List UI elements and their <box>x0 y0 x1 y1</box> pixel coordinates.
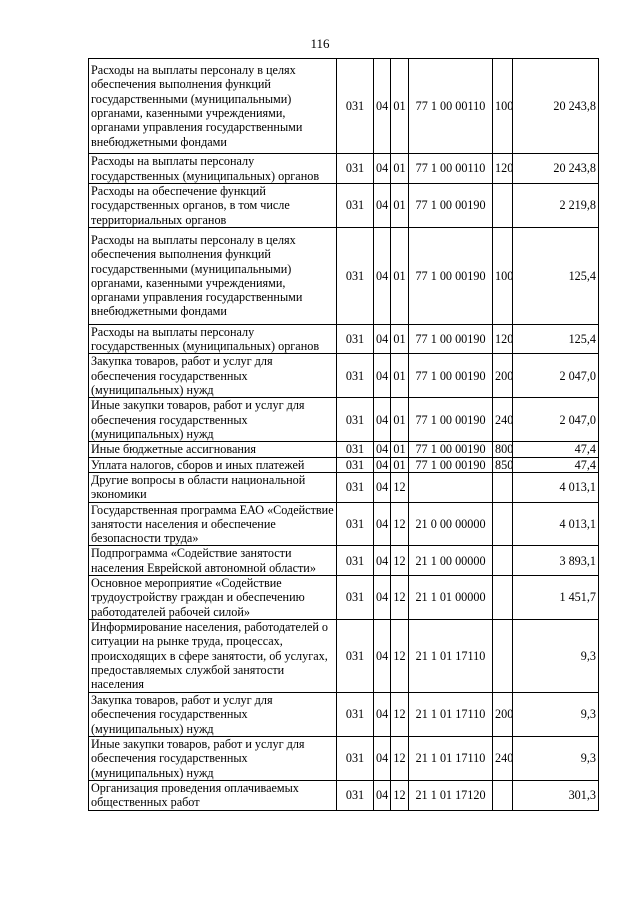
ministry-code-cell: 031 <box>337 457 374 472</box>
expense-name-cell: Закупка товаров, работ и услуг для обеспечения государственных (муниципальных) нужд <box>89 354 337 398</box>
amount-cell: 2 219,8 <box>513 184 599 228</box>
target-article-code-cell: 77 1 00 00110 <box>409 154 493 184</box>
table-row <box>89 472 599 502</box>
ministry-code-cell: 031 <box>337 324 374 354</box>
expense-name-cell: Организация проведения оплачиваемых общественных работ <box>89 780 337 810</box>
table-row <box>89 324 599 354</box>
subsection-code-cell: 01 <box>391 354 409 398</box>
target-article-code-cell: 21 1 01 17120 <box>409 780 493 810</box>
target-article-code-cell: 77 1 00 00190 <box>409 324 493 354</box>
section-code-cell: 04 <box>374 154 391 184</box>
subsection-code-cell: 12 <box>391 502 409 546</box>
page-number: 116 <box>310 36 330 51</box>
subsection-code-cell: 01 <box>391 398 409 442</box>
expense-type-code-cell: 120 <box>493 324 513 354</box>
table-row <box>89 457 599 472</box>
expense-name-cell: Расходы на выплаты персоналу государственных (муниципальных) органов <box>89 154 337 184</box>
section-code-cell: 04 <box>374 442 391 457</box>
target-article-code-cell: 21 0 00 00000 <box>409 502 493 546</box>
table-row <box>89 780 599 810</box>
section-code-cell: 04 <box>374 457 391 472</box>
table-row <box>89 442 599 457</box>
subsection-code-cell: 01 <box>391 324 409 354</box>
section-code-cell: 04 <box>374 227 391 324</box>
expense-name-cell: Государственная программа ЕАО «Содействие занятости населения и обеспечение безопасности труда» <box>89 502 337 546</box>
expense-type-code-cell: 200 <box>493 354 513 398</box>
table-row <box>89 398 599 442</box>
table-row <box>89 354 599 398</box>
amount-cell: 4 013,1 <box>513 502 599 546</box>
expense-type-code-cell: 120 <box>493 154 513 184</box>
table-row <box>89 736 599 780</box>
budget-table <box>88 58 599 811</box>
target-article-code-cell: 77 1 00 00190 <box>409 442 493 457</box>
subsection-code-cell: 01 <box>391 59 409 154</box>
section-code-cell: 04 <box>374 354 391 398</box>
subsection-code-cell: 12 <box>391 546 409 576</box>
amount-cell: 9,3 <box>513 619 599 692</box>
amount-cell: 1 451,7 <box>513 576 599 620</box>
subsection-code-cell: 12 <box>391 472 409 502</box>
ministry-code-cell: 031 <box>337 227 374 324</box>
ministry-code-cell: 031 <box>337 780 374 810</box>
ministry-code-cell: 031 <box>337 184 374 228</box>
amount-cell: 125,4 <box>513 324 599 354</box>
target-article-code-cell: 21 1 01 00000 <box>409 576 493 620</box>
target-article-code-cell: 21 1 01 17110 <box>409 692 493 736</box>
ministry-code-cell: 031 <box>337 398 374 442</box>
ministry-code-cell: 031 <box>337 546 374 576</box>
amount-cell: 9,3 <box>513 692 599 736</box>
section-code-cell: 04 <box>374 472 391 502</box>
expense-type-code-cell <box>493 576 513 620</box>
target-article-code-cell: 77 1 00 00190 <box>409 354 493 398</box>
amount-cell: 9,3 <box>513 736 599 780</box>
section-code-cell: 04 <box>374 546 391 576</box>
section-code-cell: 04 <box>374 780 391 810</box>
table-row <box>89 502 599 546</box>
section-code-cell: 04 <box>374 736 391 780</box>
subsection-code-cell: 12 <box>391 736 409 780</box>
ministry-code-cell: 031 <box>337 736 374 780</box>
ministry-code-cell: 031 <box>337 576 374 620</box>
target-article-code-cell: 21 1 00 00000 <box>409 546 493 576</box>
ministry-code-cell: 031 <box>337 692 374 736</box>
subsection-code-cell: 01 <box>391 227 409 324</box>
expense-name-cell: Основное мероприятие «Содействие трудоустройству граждан и обеспечению работодателей рабочей силой» <box>89 576 337 620</box>
section-code-cell: 04 <box>374 324 391 354</box>
target-article-code-cell <box>409 472 493 502</box>
expense-type-code-cell: 240 <box>493 398 513 442</box>
subsection-code-cell: 12 <box>391 619 409 692</box>
ministry-code-cell: 031 <box>337 354 374 398</box>
table-row <box>89 619 599 692</box>
expense-name-cell: Иные закупки товаров, работ и услуг для обеспечения государственных (муниципальных) нужд <box>89 398 337 442</box>
expense-name-cell: Расходы на выплаты персоналу в целях обеспечения выполнения функций государственными (муниципальными) органами, казенными учреждениями, органами управления государственными внебюджетными фондами <box>89 227 337 324</box>
expense-name-cell: Иные закупки товаров, работ и услуг для обеспечения государственных (муниципальных) нужд <box>89 736 337 780</box>
amount-cell: 4 013,1 <box>513 472 599 502</box>
section-code-cell: 04 <box>374 398 391 442</box>
expense-name-cell: Расходы на выплаты персоналу государственных (муниципальных) органов <box>89 324 337 354</box>
expense-type-code-cell: 200 <box>493 692 513 736</box>
ministry-code-cell: 031 <box>337 442 374 457</box>
section-code-cell: 04 <box>374 692 391 736</box>
section-code-cell: 04 <box>374 619 391 692</box>
subsection-code-cell: 12 <box>391 692 409 736</box>
expense-name-cell: Информирование населения, работодателей о ситуации на рынке труда, процессах, происходящих в сфере занятости, об услугах, предоставляемых службой занятости населения <box>89 619 337 692</box>
target-article-code-cell: 21 1 01 17110 <box>409 736 493 780</box>
amount-cell: 20 243,8 <box>513 59 599 154</box>
target-article-code-cell: 77 1 00 00190 <box>409 184 493 228</box>
amount-cell: 47,4 <box>513 457 599 472</box>
table-row <box>89 692 599 736</box>
amount-cell: 301,3 <box>513 780 599 810</box>
amount-cell: 20 243,8 <box>513 154 599 184</box>
target-article-code-cell: 77 1 00 00190 <box>409 227 493 324</box>
amount-cell: 47,4 <box>513 442 599 457</box>
expense-type-code-cell: 850 <box>493 457 513 472</box>
ministry-code-cell: 031 <box>337 502 374 546</box>
amount-cell: 2 047,0 <box>513 354 599 398</box>
section-code-cell: 04 <box>374 59 391 154</box>
expense-type-code-cell <box>493 780 513 810</box>
expense-name-cell: Расходы на обеспечение функций государственных органов, в том числе территориальных органов <box>89 184 337 228</box>
expense-type-code-cell <box>493 619 513 692</box>
table-row <box>89 546 599 576</box>
subsection-code-cell: 01 <box>391 442 409 457</box>
expense-type-code-cell <box>493 472 513 502</box>
expense-name-cell: Иные бюджетные ассигнования <box>89 442 337 457</box>
expense-type-code-cell <box>493 184 513 228</box>
target-article-code-cell: 77 1 00 00110 <box>409 59 493 154</box>
table-row <box>89 227 599 324</box>
ministry-code-cell: 031 <box>337 154 374 184</box>
expense-name-cell: Уплата налогов, сборов и иных платежей <box>89 457 337 472</box>
ministry-code-cell: 031 <box>337 59 374 154</box>
table-row <box>89 184 599 228</box>
subsection-code-cell: 01 <box>391 184 409 228</box>
expense-type-code-cell: 100 <box>493 59 513 154</box>
ministry-code-cell: 031 <box>337 619 374 692</box>
expense-name-cell: Расходы на выплаты персоналу в целях обеспечения выполнения функций государственными (муниципальными) органами, казенными учреждениями, органами управления государственными внебюджетными фондами <box>89 59 337 154</box>
ministry-code-cell: 031 <box>337 472 374 502</box>
amount-cell: 3 893,1 <box>513 546 599 576</box>
target-article-code-cell: 21 1 01 17110 <box>409 619 493 692</box>
subsection-code-cell: 12 <box>391 576 409 620</box>
amount-cell: 125,4 <box>513 227 599 324</box>
table-row <box>89 59 599 154</box>
section-code-cell: 04 <box>374 184 391 228</box>
expense-name-cell: Подпрограмма «Содействие занятости населения Еврейской автономной области» <box>89 546 337 576</box>
table-row <box>89 154 599 184</box>
target-article-code-cell: 77 1 00 00190 <box>409 398 493 442</box>
amount-cell: 2 047,0 <box>513 398 599 442</box>
expense-type-code-cell <box>493 502 513 546</box>
expense-type-code-cell <box>493 546 513 576</box>
expense-type-code-cell: 800 <box>493 442 513 457</box>
expense-type-code-cell: 240 <box>493 736 513 780</box>
section-code-cell: 04 <box>374 576 391 620</box>
subsection-code-cell: 12 <box>391 780 409 810</box>
expense-name-cell: Другие вопросы в области национальной экономики <box>89 472 337 502</box>
expense-name-cell: Закупка товаров, работ и услуг для обеспечения государственных (муниципальных) нужд <box>89 692 337 736</box>
target-article-code-cell: 77 1 00 00190 <box>409 457 493 472</box>
subsection-code-cell: 01 <box>391 457 409 472</box>
table-row <box>89 576 599 620</box>
expense-type-code-cell: 100 <box>493 227 513 324</box>
section-code-cell: 04 <box>374 502 391 546</box>
subsection-code-cell: 01 <box>391 154 409 184</box>
